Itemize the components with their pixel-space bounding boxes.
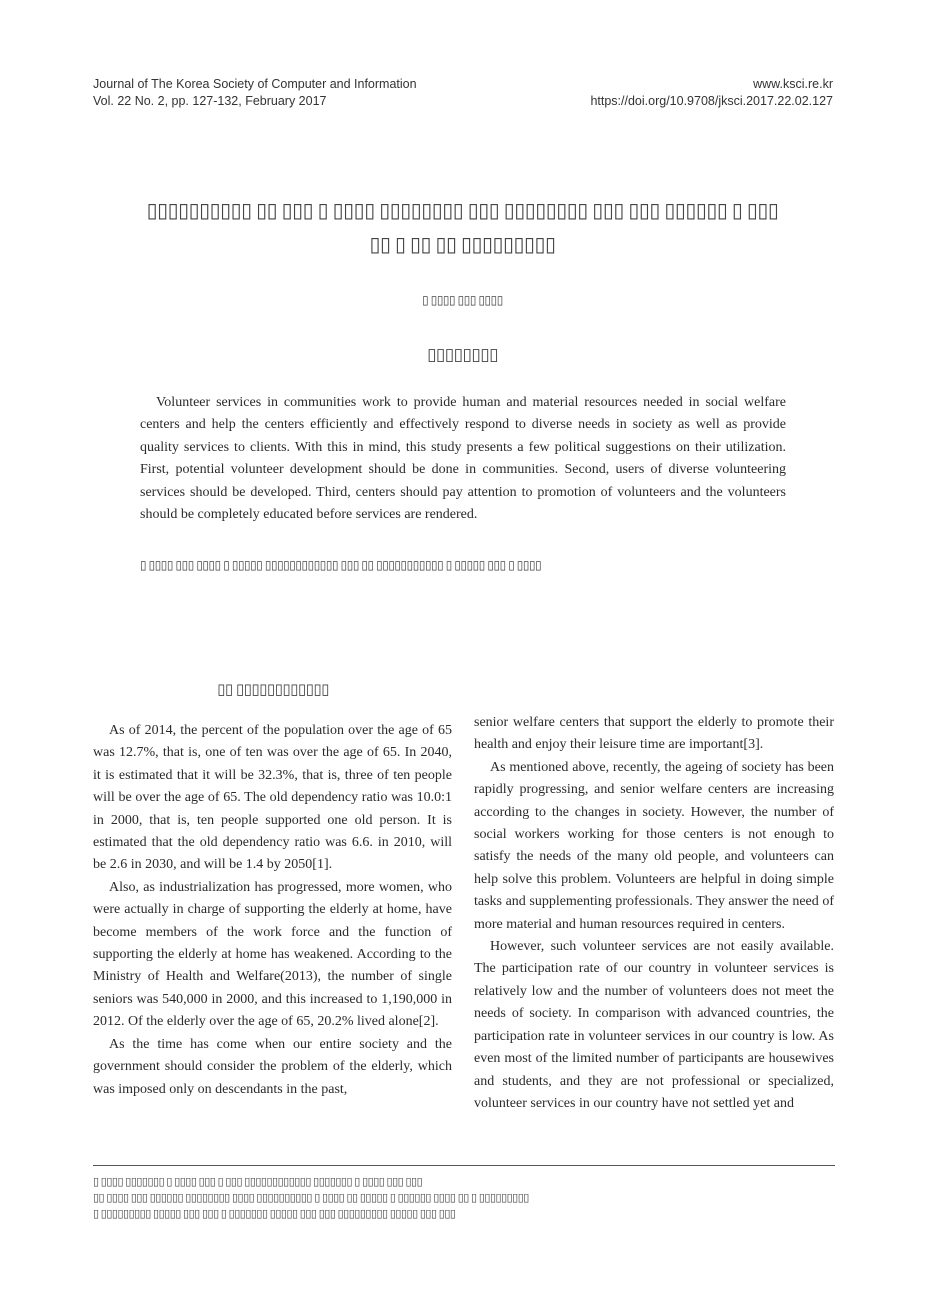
author-line: ▯ ▯▯▯▯ ▯▯▯ ▯▯▯▯	[422, 293, 503, 307]
journal-volume: Vol. 22 No. 2, pp. 127-132, February 2017	[93, 94, 327, 108]
journal-website[interactable]: www.ksci.re.kr	[753, 77, 833, 91]
paper-title-line-1: ▯▯▯▯▯▯▯▯▯▯ ▯▯ ▯▯▯ ▯ ▯▯▯▯ ▯▯▯▯▯▯▯▯ ▯▯▯ ▯▯▯▯▯▯▯▯ ▯▯▯ ▯▯▯ ▯▯▯▯▯▯ ▯ ▯▯▯	[146, 200, 779, 222]
footnote-line-2: ▯▯ ▯▯▯▯ ▯▯▯ ▯▯▯▯▯▯ ▯▯▯▯▯▯▯▯ ▯▯▯▯ ▯▯▯▯▯▯▯▯▯▯ ▯ ▯▯▯▯ ▯▯ ▯▯▯▯▯ ▯ ▯▯▯▯▯▯ ▯▯▯▯ ▯▯ ▯ ▯▯▯▯▯▯▯▯▯	[93, 1192, 529, 1204]
abstract-text: Volunteer services in communities work to provide human and material resources needed in social welfare centers and help the centers efficiently and effectively respond to diverse needs in society as well as provide quality services to clients. With this in mind, this study presents a few political suggestions on their utilization. First, potential volunteer development should be done in communities. Second, users of diverse volunteering services should be developed. Third, centers should pay attention to promotion of volunteers and the volunteers should be completely educated before services are rendered.	[140, 395, 786, 523]
body-paragraph: As the time has come when our entire society and the government should consider the problem of the elderly, which was imposed only on descendants in the past,	[93, 1036, 452, 1097]
journal-links	[590, 76, 833, 110]
paper-title	[40, 194, 885, 262]
footnote-line-3: ▯ ▯▯▯▯▯▯▯▯▯ ▯▯▯▯▯ ▯▯▯ ▯▯▯ ▯ ▯▯▯▯▯▯▯ ▯▯▯▯▯ ▯▯▯ ▯▯▯ ▯▯▯▯▯▯▯▯▯ ▯▯▯▯▯ ▯▯▯ ▯▯▯	[93, 1208, 456, 1220]
keywords-line: ▯ ▯▯▯▯ ▯▯▯ ▯▯▯▯ ▯ ▯▯▯▯▯ ▯▯▯▯▯▯▯▯▯▯▯▯ ▯▯▯ ▯▯ ▯▯▯▯▯▯▯▯▯▯▯ ▯ ▯▯▯▯▯ ▯▯▯ ▯ ▯▯▯▯	[140, 558, 542, 572]
footnote-divider	[93, 1165, 835, 1166]
body-paragraph-continued: senior welfare centers that support the elderly to promote their health and enjoy their leisure time are important[3].	[474, 715, 834, 753]
body-paragraph: As of 2014, the percent of the population over the age of 65 was 12.7%, that is, one of ten was over the age of 65. In 2040, it is estimated that it will be 32.3%, that is, three of ten people will be over the age of 65. The old dependency ratio was 10.0:1 in 2000, that is, ten people supported one old person. It is estimated that the old dependency ratio was 6.6. in 2010, will be 2.6 in 2030, and will be 1.4 by 2050[1].	[93, 723, 452, 873]
section-heading: ▯▯ ▯▯▯▯▯▯▯▯▯▯▯▯	[217, 682, 329, 698]
abstract-heading: ▯▯▯▯▯▯▯▯	[427, 345, 498, 364]
journal-name: Journal of The Korea Society of Computer and Information	[93, 77, 417, 91]
footnote-line-1: ▯ ▯▯▯▯ ▯▯▯▯▯▯▯ ▯ ▯▯▯▯ ▯▯▯ ▯ ▯▯▯ ▯▯▯▯▯▯▯▯▯▯▯▯ ▯▯▯▯▯▯▯ ▯ ▯▯▯▯ ▯▯▯ ▯▯▯	[93, 1176, 423, 1188]
body-column-left	[93, 720, 452, 1101]
doi-link[interactable]: https://doi.org/10.9708/jksci.2017.22.02.127	[590, 94, 833, 108]
body-paragraph: Also, as industrialization has progressed, more women, who were actually in charge of supporting the elderly at home, have become members of the work force and the function of supporting the elderly at home has weakened. According to the Ministry of Health and Welfare(2013), the number of single seniors was 540,000 in 2000, and this increased to 1,190,000 in 2012. Of the elderly over the age of 65, 20.2% lived alone[2].	[93, 879, 452, 1030]
body-paragraph: However, such volunteer services are not easily available. The participation rate of our country in volunteer services is relatively low and the number of volunteers does not meet the needs of society. In comparison with advanced countries, the participation rate in volunteer services in our country is low. As even most of the limited number of participants are housewives and students, and they are not professional or specialized, volunteer services in our country have not settled yet and	[474, 939, 834, 1111]
journal-header	[93, 76, 417, 110]
body-column-right	[474, 712, 834, 1115]
body-paragraph: As mentioned above, recently, the ageing of society has been rapidly progressing, and senior welfare centers are increasing according to the changes in society. However, the number of social workers working for those centers is not enough to satisfy the needs of the many old people, and volunteers can help solve this problem. Volunteers are helpful in doing simple tasks and supplementing professionals. They answer the need of more material and human resources required in centers.	[474, 759, 834, 932]
paper-title-line-2: ▯▯ ▯ ▯▯ ▯▯ ▯▯▯▯▯▯▯▯▯	[369, 234, 556, 256]
